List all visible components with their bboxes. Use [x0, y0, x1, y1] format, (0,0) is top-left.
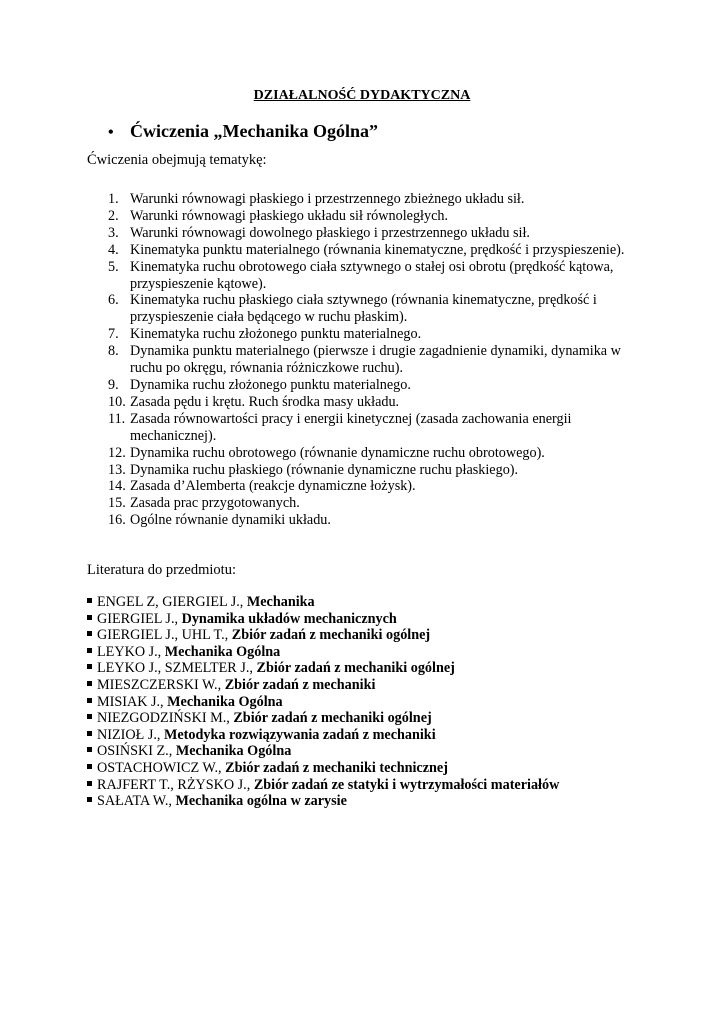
square-bullet-icon	[87, 747, 92, 752]
literature-item	[87, 727, 559, 744]
topic-text: Warunki równowagi płaskiego układu sił równoległych.	[130, 207, 449, 224]
topic-number	[87, 326, 130, 343]
topic-number	[87, 512, 130, 529]
literature-title: Zbiór zadań ze statyki i wytrzymałości materiałów	[253, 776, 560, 793]
literature-item	[87, 760, 559, 777]
topic-item	[87, 462, 647, 479]
topic-number	[87, 242, 130, 259]
topic-item	[87, 411, 647, 445]
literature-item	[87, 644, 559, 661]
literature-authors: MIESZCZERSKI W.,	[97, 676, 225, 693]
topic-item	[87, 445, 647, 462]
topic-item	[87, 512, 647, 529]
literature-authors: RAJFERT T., RŻYSKO J.,	[97, 776, 254, 793]
topic-number-label: 15.	[108, 495, 126, 512]
topic-item	[87, 326, 647, 343]
literature-authors: GIERGIEL J.,	[97, 610, 182, 627]
literature-item	[87, 710, 559, 727]
topic-item	[87, 343, 647, 377]
topics-intro: Ćwiczenia obejmują tematykę:	[87, 152, 267, 168]
literature-item	[87, 627, 559, 644]
topic-number	[87, 191, 130, 208]
literature-authors: ENGEL Z, GIERGIEL J.,	[97, 594, 247, 610]
literature-item	[87, 777, 559, 794]
literature-item	[87, 611, 559, 628]
literature-title: Metodyka rozwiązywania zadań z mechaniki	[163, 726, 436, 743]
literature-item	[87, 594, 559, 611]
topic-number-label: 10.	[108, 393, 126, 410]
topic-text: Warunki równowagi płaskiego i przestrzennego zbieżnego układu sił.	[130, 191, 525, 207]
square-bullet-icon	[87, 714, 92, 719]
topic-number-label: 1.	[108, 191, 119, 207]
topic-number-label: 5.	[108, 258, 119, 275]
topic-item	[87, 394, 647, 411]
topic-number	[87, 495, 130, 512]
topic-item	[87, 208, 647, 225]
literature-authors: SAŁATA W.,	[97, 793, 176, 810]
square-bullet-icon	[87, 664, 92, 669]
literature-item	[87, 743, 559, 760]
literature-title: Mechanika Ogólna	[164, 643, 281, 660]
bullet-icon: •	[108, 124, 114, 141]
literature-item	[87, 793, 559, 810]
topic-number-label: 6.	[108, 292, 119, 309]
topic-number	[87, 445, 130, 462]
topic-text: Zasada d’Alemberta (reakcje dynamiczne łożysk).	[130, 478, 416, 495]
literature-authors: MISIAK J.,	[97, 693, 168, 710]
literature-title: Zbiór zadań z mechaniki technicznej	[225, 759, 448, 776]
topic-text: Dynamika ruchu obrotowego (równanie dynamiczne ruchu obrotowego).	[130, 444, 545, 461]
topic-item	[87, 191, 647, 208]
topic-number	[87, 394, 130, 411]
literature-authors: OSIŃSKI Z.,	[97, 743, 176, 760]
topic-text: Zasada prac przygotowanych.	[130, 495, 300, 512]
literature-authors: OSTACHOWICZ W.,	[97, 759, 226, 776]
square-bullet-icon	[87, 631, 92, 636]
literature-title: Mechanika Ogólna	[167, 693, 283, 710]
literature-authors: NIZIOŁ J.,	[97, 726, 164, 743]
literature-authors: LEYKO J., SZMELTER J.,	[97, 660, 257, 677]
literature-title: Zbiór zadań z mechaniki ogólnej	[231, 627, 431, 644]
topic-number	[87, 478, 130, 495]
literature-heading: Literatura do przedmiotu:	[87, 562, 236, 578]
topic-number	[87, 259, 130, 293]
topic-item	[87, 242, 647, 259]
square-bullet-icon	[87, 764, 92, 769]
topic-item	[87, 292, 647, 326]
topic-number	[87, 292, 130, 326]
topic-number	[87, 377, 130, 394]
literature-title: Zbiór zadań z mechaniki ogólnej	[256, 660, 455, 677]
topic-number	[87, 225, 130, 242]
literature-authors: GIERGIEL J., UHL T.,	[97, 627, 232, 644]
document-title: DZIAŁALNOŚĆ DYDAKTYCZNA	[253, 88, 471, 103]
topic-number	[87, 411, 130, 445]
topic-item	[87, 478, 647, 495]
square-bullet-icon	[87, 648, 92, 653]
topic-number-label: 13.	[108, 461, 126, 478]
literature-title: Mechanika ogólna w zarysie	[175, 793, 347, 810]
square-bullet-icon	[87, 731, 92, 736]
topic-item	[87, 225, 647, 242]
literature-item	[87, 660, 559, 677]
topic-item	[87, 495, 647, 512]
topic-text: Dynamika ruchu złożonego punktu materialnego.	[130, 376, 411, 393]
topic-number-label: 14.	[108, 478, 126, 495]
topic-number	[87, 462, 130, 479]
square-bullet-icon	[87, 681, 92, 686]
topic-text: Warunki równowagi dowolnego płaskiego i przestrzennego układu sił.	[130, 224, 530, 241]
literature-authors: LEYKO J.,	[97, 643, 165, 660]
topic-number-label: 8.	[108, 343, 119, 360]
topic-number-label: 11.	[108, 410, 126, 427]
topic-text: Zasada równowartości pracy i energii kinetycznej (zasada zachowania energii mechanicznej).	[130, 410, 572, 444]
topic-number	[87, 343, 130, 377]
literature-title: Zbiór zadań z mechaniki ogólnej	[233, 710, 432, 727]
literature-title: Zbiór zadań z mechaniki	[224, 676, 376, 693]
topic-number-label: 7.	[108, 326, 119, 343]
section-heading	[108, 120, 378, 144]
topic-item	[87, 377, 647, 394]
topic-text: Kinematyka ruchu obrotowego ciała sztywnego o stałej osi obrotu (prędkość kątowa, przyspieszenie kątowe).	[130, 258, 614, 292]
section-heading-text: Ćwiczenia „Mechanika Ogólna”	[130, 121, 378, 141]
topic-text: Ogólne równanie dynamiki układu.	[130, 512, 331, 529]
topic-number-label: 3.	[108, 224, 119, 241]
square-bullet-icon	[87, 781, 92, 786]
topics-list	[87, 191, 647, 529]
topic-number-label: 16.	[108, 512, 126, 529]
literature-title: Dynamika układów mechanicznych	[181, 610, 397, 627]
topic-item	[87, 259, 647, 293]
topic-number-label: 9.	[108, 376, 119, 393]
literature-list	[87, 594, 559, 810]
topic-text: Kinematyka ruchu złożonego punktu materialnego.	[130, 326, 422, 343]
topic-text: Dynamika ruchu płaskiego (równanie dynamiczne ruchu płaskiego).	[130, 461, 519, 478]
topic-text: Dynamika punktu materialnego (pierwsze i drugie zagadnienie dynamiki, dynamika w ruchu po okręgu, równania różniczkowe ruchu).	[130, 343, 621, 377]
square-bullet-icon	[87, 698, 92, 703]
literature-title: Mechanika Ogólna	[175, 743, 292, 760]
topic-number-label: 12.	[108, 444, 126, 461]
topic-text: Kinematyka ruchu płaskiego ciała sztywnego (równania kinematyczne, prędkość i przyspieszenie ciała będącego w ruchu płaskim).	[130, 292, 597, 326]
topic-text: Kinematyka punktu materialnego (równania kinematyczne, prędkość i przyspieszenie).	[130, 241, 625, 258]
square-bullet-icon	[87, 598, 92, 603]
topic-number-label: 2.	[108, 207, 119, 224]
literature-item	[87, 694, 559, 711]
literature-item	[87, 677, 559, 694]
topic-text: Zasada pędu i krętu. Ruch środka masy układu.	[130, 393, 400, 410]
literature-authors: NIEZGODZIŃSKI M.,	[97, 710, 234, 727]
square-bullet-icon	[87, 797, 92, 802]
literature-title: Mechanika	[246, 594, 315, 610]
topic-number-label: 4.	[108, 241, 119, 258]
square-bullet-icon	[87, 615, 92, 620]
topic-number	[87, 208, 130, 225]
